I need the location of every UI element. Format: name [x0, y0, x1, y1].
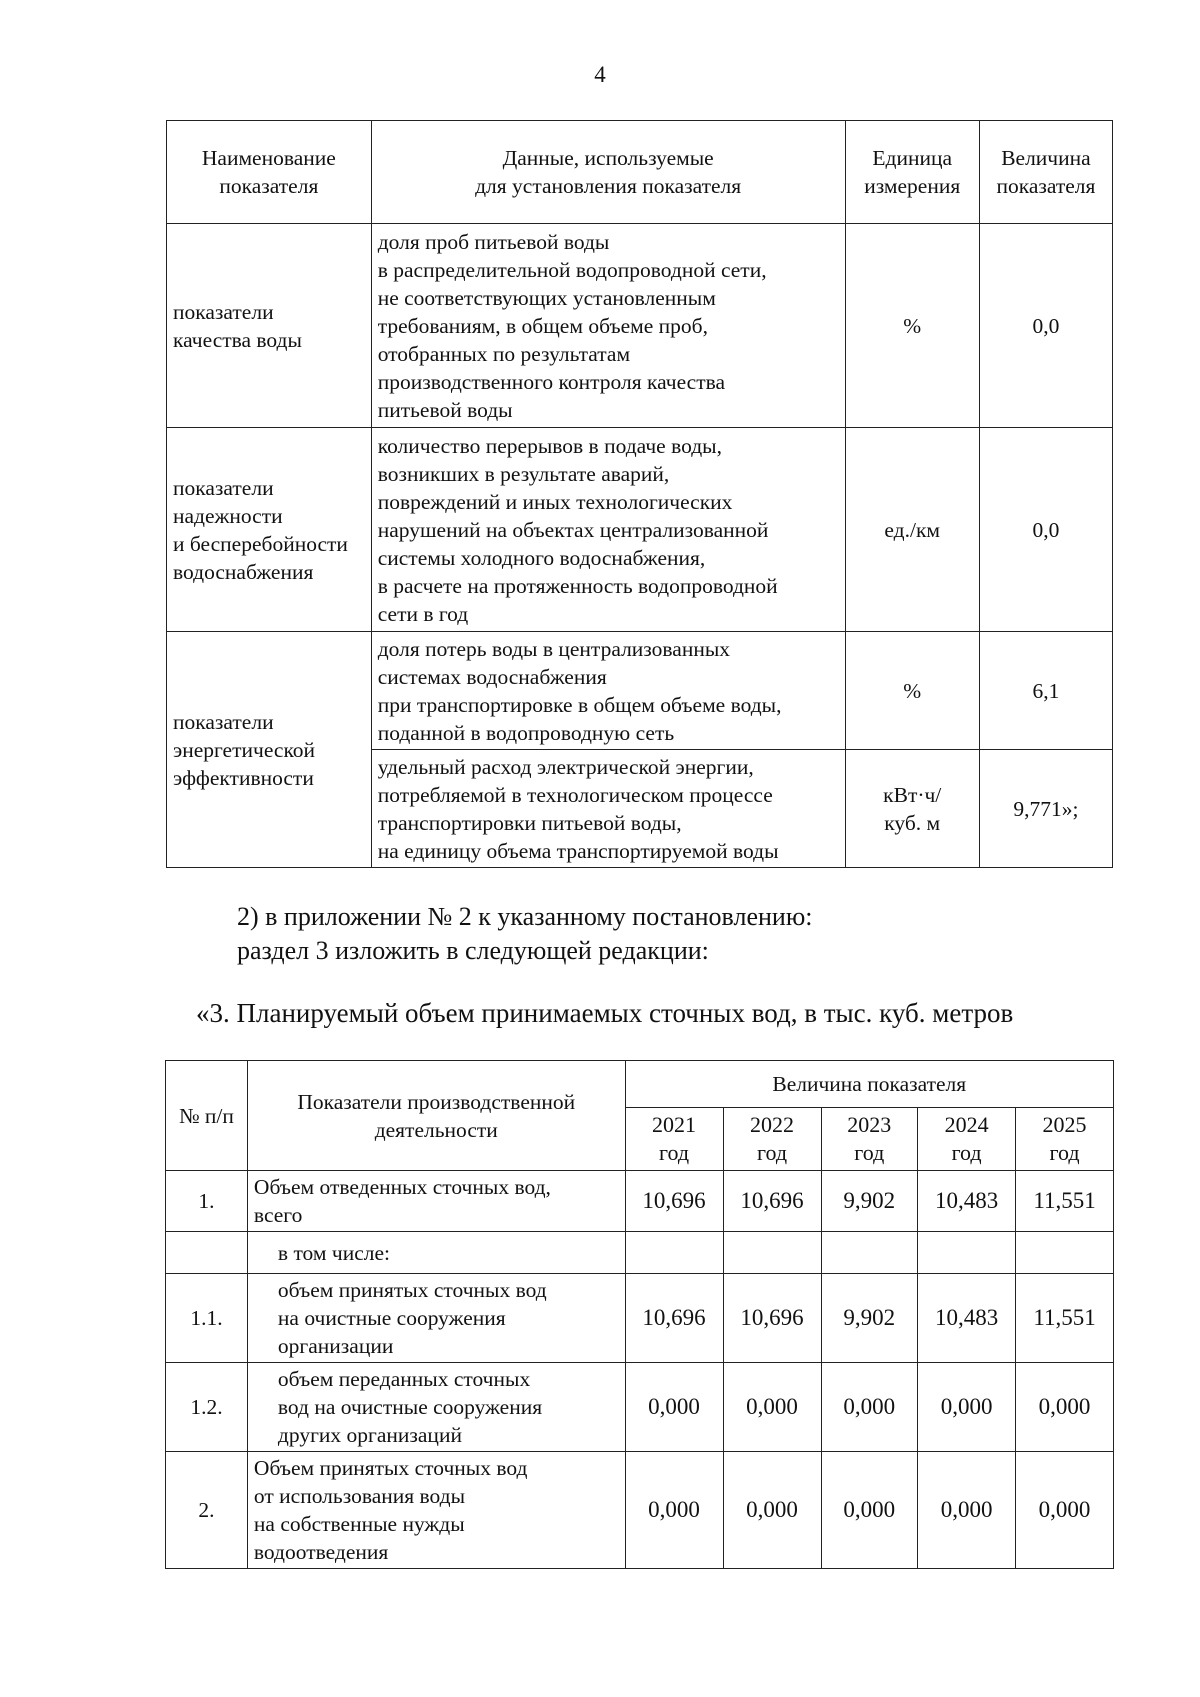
text-line: 2025: [1042, 1112, 1087, 1137]
text-line: показатели: [173, 475, 274, 500]
text-line: Единица: [872, 146, 953, 170]
text-line: 2021: [652, 1112, 697, 1137]
text-line: нарушений на объектах централизованной: [377, 517, 769, 542]
row-value: 0,000: [918, 1452, 1016, 1569]
header-year: [821, 1108, 918, 1171]
text-line: деятельности: [374, 1117, 498, 1142]
indicator-name: [167, 632, 372, 868]
section-title: «3. Планируемый объем принимаемых сточных вод, в тыс. куб. метров: [196, 998, 1014, 1028]
row-value: 10,483: [918, 1274, 1016, 1363]
text-line: на собственные нужды: [253, 1512, 465, 1536]
text-line: всего: [253, 1203, 303, 1227]
header-data: [371, 121, 845, 224]
indicator-data: [371, 224, 845, 428]
indicator-unit: [845, 632, 979, 750]
text-line: вод на очистные сооружения: [277, 1395, 543, 1419]
text-line: при транспортировке в общем объеме воды,: [377, 692, 782, 717]
indicator-name: [167, 428, 372, 632]
text-line: %: [903, 313, 922, 338]
row-value: [918, 1232, 1016, 1274]
row-indicator: [247, 1232, 625, 1274]
table-row: [167, 632, 1113, 750]
indicator-data: [371, 632, 845, 750]
amendment-paragraph: 2) в приложении № 2 к указанному постановлению:: [237, 902, 813, 931]
text-line: Объем отведенных сточных вод,: [253, 1175, 551, 1199]
text-line: показателя: [996, 174, 1096, 198]
table-row: [167, 224, 1113, 428]
text-line: и бесперебойности: [173, 531, 348, 556]
text-line: год: [951, 1140, 982, 1165]
text-line: объем принятых сточных вод: [277, 1278, 547, 1302]
text-line: год: [659, 1140, 690, 1165]
text-line: транспортировки питьевой воды,: [377, 810, 682, 835]
text-line: 2023: [847, 1112, 892, 1137]
text-line: год: [757, 1140, 788, 1165]
wastewater-volume-table: [165, 1060, 1114, 1569]
text-line: для установления показателя: [475, 174, 742, 198]
text-line: год: [1049, 1140, 1080, 1165]
header-row-number: № п/п: [166, 1061, 248, 1171]
row-value: [1016, 1232, 1114, 1274]
indicator-value: 6,1: [979, 632, 1112, 750]
row-value: 10,696: [625, 1171, 723, 1232]
indicator-name: [167, 224, 372, 428]
table-row: [166, 1363, 1114, 1452]
text-line: сети в год: [377, 601, 469, 626]
water-indicators-table: [166, 120, 1113, 868]
text-line: поданной в водопроводную сеть: [377, 720, 675, 745]
text-line: питьевой воды: [377, 397, 513, 422]
row-value: 0,000: [1016, 1363, 1114, 1452]
row-indicator: [247, 1274, 625, 1363]
text-line: доля потерь воды в централизованных: [377, 636, 731, 661]
indicator-value: 0,0: [979, 428, 1112, 632]
page-number: 4: [594, 62, 606, 87]
text-line: %: [903, 678, 922, 703]
text-line: 2024: [944, 1112, 989, 1137]
indicator-unit: [845, 750, 979, 868]
text-line: других организаций: [277, 1423, 462, 1447]
text-line: эффективности: [173, 765, 314, 790]
indicator-data: [371, 428, 845, 632]
text-line: водоснабжения: [173, 559, 314, 584]
row-value: 0,000: [625, 1363, 723, 1452]
text-line: на очистные сооружения: [277, 1306, 506, 1330]
row-value: 10,696: [625, 1274, 723, 1363]
row-indicator: [247, 1363, 625, 1452]
text-line: на единицу объема транспортируемой воды: [377, 838, 779, 863]
header-indicator: [247, 1061, 625, 1171]
text-line: объем переданных сточных: [277, 1367, 531, 1391]
amendment-paragraph: раздел 3 изложить в следующей редакции:: [237, 936, 709, 965]
table-row: [167, 428, 1113, 632]
text-line: водоотведения: [253, 1540, 389, 1564]
text-line: системах водоснабжения: [377, 664, 607, 689]
text-line: в расчете на протяженность водопроводной: [377, 573, 778, 598]
text-line: в том числе:: [277, 1240, 390, 1265]
text-line: потребляемой в технологическом процессе: [377, 782, 773, 807]
text-line: показатели: [173, 299, 274, 324]
indicator-unit: [845, 428, 979, 632]
text-line: доля проб питьевой воды: [377, 229, 610, 254]
text-line: возникших в результате аварий,: [377, 461, 670, 486]
row-value: 0,000: [625, 1452, 723, 1569]
row-number: 1.2.: [166, 1363, 248, 1452]
table-row: [166, 1171, 1114, 1232]
row-value: 10,696: [723, 1274, 821, 1363]
row-number: 1.: [166, 1171, 248, 1232]
text-line: надежности: [173, 503, 283, 528]
text-line: Показатели производственной: [297, 1089, 576, 1114]
row-value: 0,000: [723, 1363, 821, 1452]
header-year: [625, 1108, 723, 1171]
text-line: не соответствующих установленным: [377, 285, 716, 310]
text-line: 2022: [750, 1112, 795, 1137]
row-value: 9,902: [821, 1171, 918, 1232]
header-indicator-name: [167, 121, 372, 224]
row-value: 0,000: [821, 1363, 918, 1452]
row-value: 9,902: [821, 1274, 918, 1363]
indicator-value: 9,771»;: [979, 750, 1112, 868]
row-indicator: [247, 1452, 625, 1569]
text-line: в распределительной водопроводной сети,: [377, 257, 767, 282]
row-value: 11,551: [1016, 1171, 1114, 1232]
text-line: удельный расход электрической энергии,: [377, 754, 754, 779]
text-line: требованиям, в общем объеме проб,: [377, 313, 708, 338]
row-indicator: [247, 1171, 625, 1232]
row-value: 0,000: [821, 1452, 918, 1569]
text-line: показатели: [173, 709, 274, 734]
row-value: 11,551: [1016, 1274, 1114, 1363]
row-value: [821, 1232, 918, 1274]
header-value: [979, 121, 1112, 224]
text-line: качества воды: [173, 327, 302, 352]
row-value: 10,696: [723, 1171, 821, 1232]
text-line: куб. м: [884, 810, 941, 835]
text-line: организации: [277, 1334, 394, 1358]
text-line: Данные, используемые: [502, 146, 714, 170]
text-line: производственного контроля качества: [377, 369, 725, 394]
row-number: 2.: [166, 1452, 248, 1569]
row-value: 10,483: [918, 1171, 1016, 1232]
header-value-group: Величина показателя: [625, 1061, 1113, 1108]
text-line: кВт·ч/: [883, 782, 942, 807]
text-line: показателя: [219, 174, 319, 198]
header-year: [918, 1108, 1016, 1171]
indicator-unit: [845, 224, 979, 428]
text-line: Величина: [1001, 146, 1091, 170]
row-value: 0,000: [1016, 1452, 1114, 1569]
text-line: повреждений и иных технологических: [377, 489, 733, 514]
header-year: [723, 1108, 821, 1171]
text-line: системы холодного водоснабжения,: [377, 545, 706, 570]
header-unit: [845, 121, 979, 224]
text-line: энергетической: [173, 737, 316, 762]
row-number: 1.1.: [166, 1274, 248, 1363]
text-line: Объем принятых сточных вод: [253, 1456, 528, 1480]
row-value: [625, 1232, 723, 1274]
table-row: [166, 1274, 1114, 1363]
text-line: от использования воды: [253, 1484, 466, 1508]
row-value: [723, 1232, 821, 1274]
indicator-data: [371, 750, 845, 868]
table-row: [166, 1452, 1114, 1569]
text-line: Наименование: [201, 146, 336, 170]
indicator-value: 0,0: [979, 224, 1112, 428]
text-line: год: [854, 1140, 885, 1165]
text-line: ед./км: [884, 517, 941, 542]
table-row: [166, 1232, 1114, 1274]
header-year: [1016, 1108, 1114, 1171]
row-number: [166, 1232, 248, 1274]
text-line: измерения: [864, 174, 961, 198]
row-value: 0,000: [723, 1452, 821, 1569]
text-line: количество перерывов в подаче воды,: [377, 433, 722, 458]
text-line: отобранных по результатам: [377, 341, 631, 366]
row-value: 0,000: [918, 1363, 1016, 1452]
